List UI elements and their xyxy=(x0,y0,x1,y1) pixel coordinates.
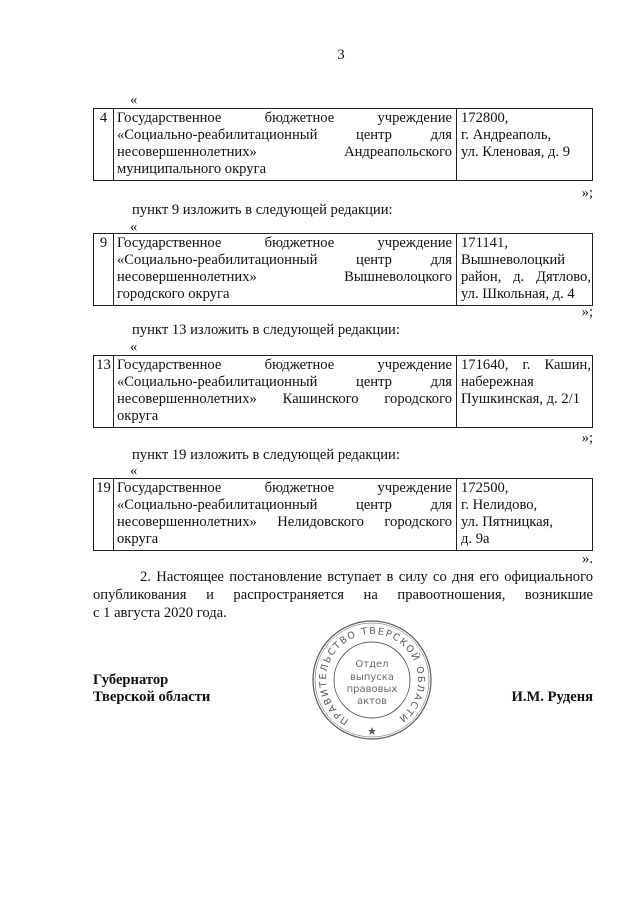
institution-name-line: «Социально-реабилитационный центр для xyxy=(117,127,452,143)
paragraph-line: с 1 августа 2020 года. xyxy=(93,605,227,621)
institution-name-line: Государственное бюджетное учреждение xyxy=(117,110,452,126)
amendment-instruction: пункт 19 изложить в следующей редакции: xyxy=(132,447,400,463)
institution-name-line: несовершеннолетних» Вышневолоцкого xyxy=(117,269,452,285)
stamp-outer-text: ПРАВИТЕЛЬСТВО ТВЕРСКОЙ ОБЛАСТИ xyxy=(317,625,427,727)
signatory-title-line: Губернатор xyxy=(93,672,169,688)
institution-table xyxy=(93,233,593,306)
institution-name-line: городского округа xyxy=(117,286,230,302)
opening-quote: « xyxy=(130,339,138,355)
institution-name-cell xyxy=(114,109,457,180)
institution-name-cell xyxy=(114,356,457,427)
address-line: набережная xyxy=(461,374,534,390)
signatory-name: И.М. Руденя xyxy=(511,689,593,705)
institution-name-line: округа xyxy=(117,408,159,424)
closing-quote: »; xyxy=(581,304,593,320)
address-line: 172500, xyxy=(461,480,509,496)
address-line: район, д. Дятлово, xyxy=(461,269,591,285)
institution-name-line: округа xyxy=(117,531,159,547)
address-line: ул. Пятницкая, xyxy=(461,514,554,530)
opening-quote: « xyxy=(130,92,138,108)
row-number: 13 xyxy=(94,356,114,427)
page-number: 3 xyxy=(337,47,345,63)
institution-table xyxy=(93,355,593,428)
stamp-inner-line: Отдел xyxy=(355,659,389,670)
address-line: ул. Кленовая, д. 9 xyxy=(461,144,571,160)
institution-table xyxy=(93,478,593,551)
address-line: Пушкинская, д. 2/1 xyxy=(461,391,580,407)
institution-address-cell xyxy=(457,479,592,550)
amendment-instruction: пункт 13 изложить в следующей редакции: xyxy=(132,322,400,338)
row-number: 19 xyxy=(94,479,114,550)
institution-name-line: муниципального округа xyxy=(117,161,267,177)
address-line: 171141, xyxy=(461,235,508,251)
row-number: 9 xyxy=(94,234,114,305)
institution-address-cell xyxy=(457,234,592,305)
opening-quote: « xyxy=(130,219,138,235)
address-line: 172800, xyxy=(461,110,509,126)
paragraph-line: опубликования и распространяется на правоотношения, возникшие xyxy=(93,587,593,603)
amendment-instruction: пункт 9 изложить в следующей редакции: xyxy=(132,202,393,218)
address-line: г. Нелидово, xyxy=(461,497,538,513)
address-line: ул. Школьная, д. 4 xyxy=(461,286,575,302)
institution-name-cell xyxy=(114,479,457,550)
institution-name-line: Государственное бюджетное учреждение xyxy=(117,235,452,251)
institution-name-line: несовершеннолетних» Андреапольского xyxy=(117,144,452,160)
institution-name-line: Государственное бюджетное учреждение xyxy=(117,357,452,373)
signatory-title-line: Тверской области xyxy=(93,689,211,705)
stamp-inner-line: выпуска xyxy=(350,672,394,683)
institution-address-cell xyxy=(457,356,592,427)
institution-address-cell xyxy=(457,109,592,180)
address-line: д. 9а xyxy=(461,531,490,547)
closing-quote: »; xyxy=(581,430,593,446)
stamp-inner-line: правовых xyxy=(346,684,398,695)
effective-date-paragraph xyxy=(93,568,593,622)
stamp-star-icon xyxy=(368,727,376,735)
address-line: г. Андреаполь, xyxy=(461,127,552,143)
address-line: Вышневолоцкий xyxy=(461,252,566,268)
closing-quote: ». xyxy=(582,551,593,567)
closing-quote: »; xyxy=(581,185,593,201)
institution-name-line: Государственное бюджетное учреждение xyxy=(117,480,452,496)
institution-name-line: «Социально-реабилитационный центр для xyxy=(117,497,452,513)
address-line: 171640, г. Кашин, xyxy=(461,357,591,373)
opening-quote: « xyxy=(130,463,138,479)
institution-name-line: несовершеннолетних» Кашинского городского xyxy=(117,391,452,407)
row-number: 4 xyxy=(94,109,114,180)
institution-table xyxy=(93,108,593,181)
paragraph-line: 2. Настоящее постановление вступает в силу со дня его официального xyxy=(140,569,593,585)
institution-name-cell xyxy=(114,234,457,305)
institution-name-line: «Социально-реабилитационный центр для xyxy=(117,252,452,268)
stamp-inner-line: актов xyxy=(356,696,388,707)
institution-name-line: «Социально-реабилитационный центр для xyxy=(117,374,452,390)
institution-name-line: несовершеннолетних» Нелидовского городского xyxy=(117,514,452,530)
official-stamp xyxy=(310,618,434,742)
